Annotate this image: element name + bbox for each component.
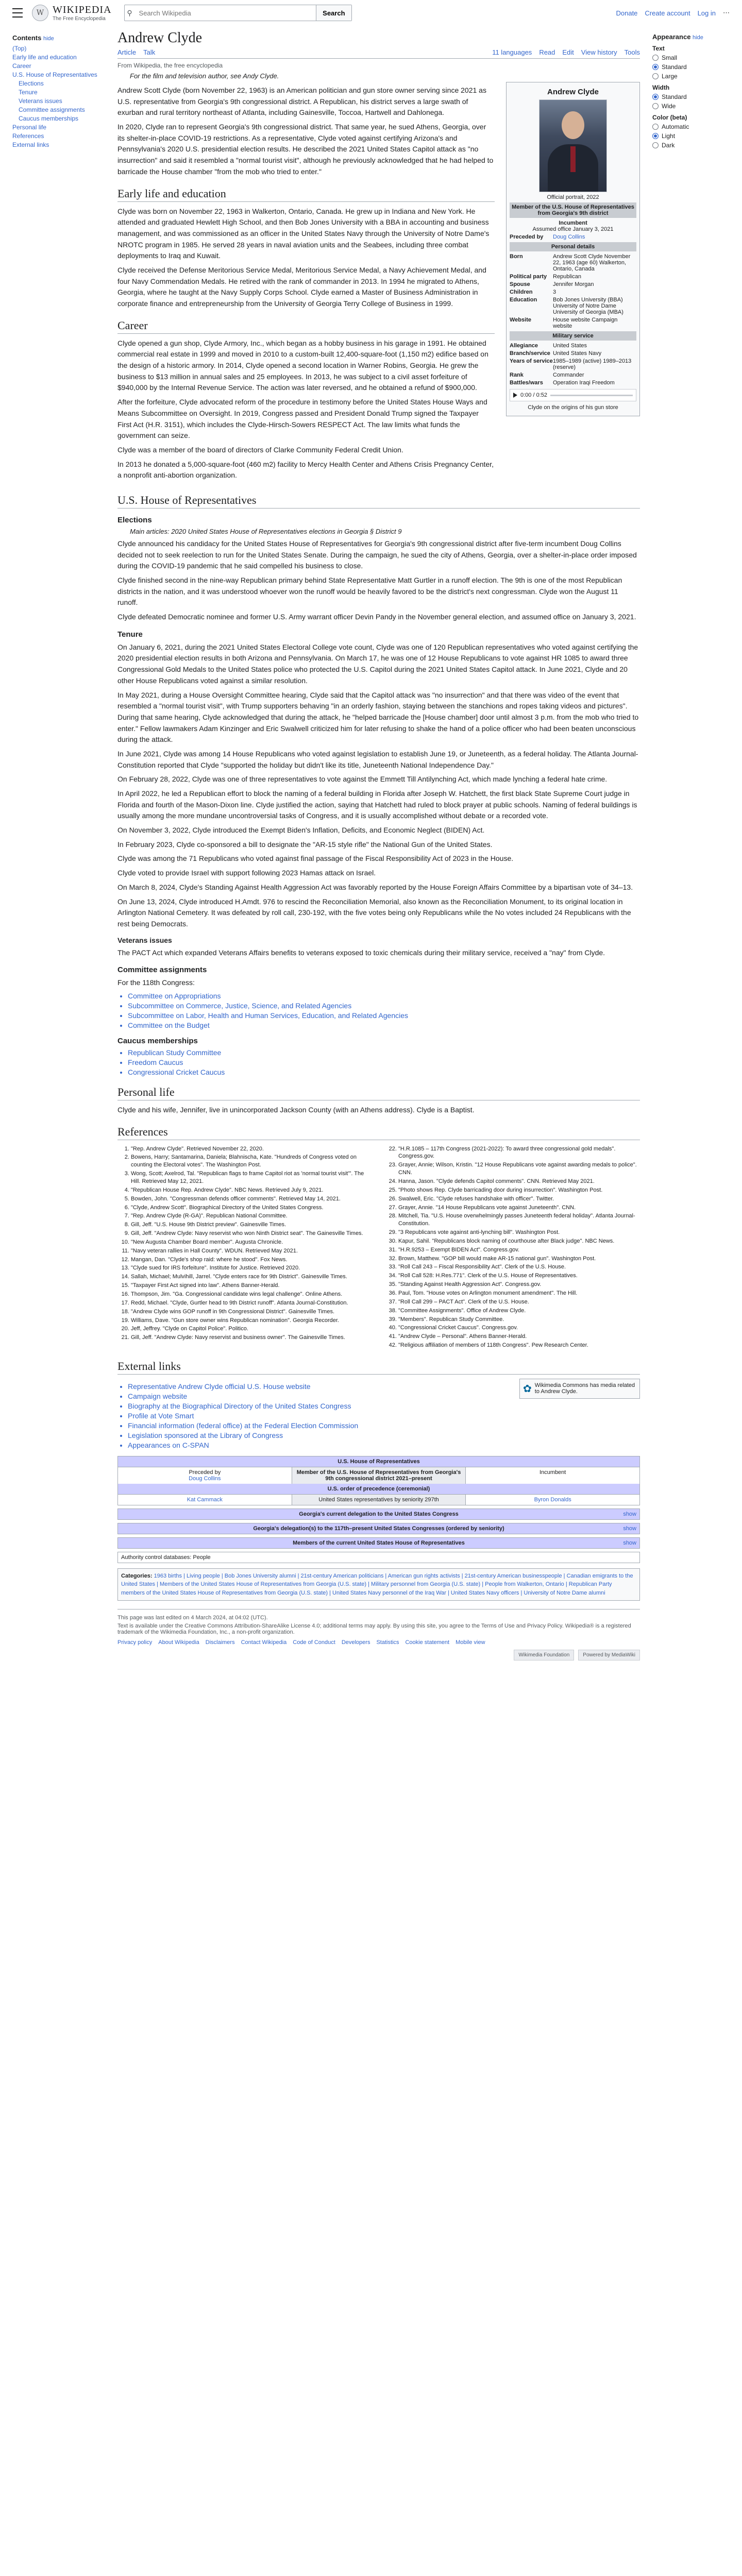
paragraph: The PACT Act which expanded Veterans Affairs benefits to veterans exposed to toxic chemicals during their military service, received a "nay" from Clyde. bbox=[117, 948, 605, 957]
navbox bbox=[117, 1509, 640, 1520]
reference-item: 36. Paul, Tom. "House votes on Arlington monument amendment". The Hill. bbox=[398, 1290, 640, 1297]
infobox-row bbox=[510, 289, 636, 295]
paragraph: Clyde finished second in the nine-way Republican primary behind State Representative Matt Gurtler in a runoff election. The 9th is one of the most Republican districts in the nation, and it was understood whoever won the runoff would be heavily favored to be the district's next congressman. Clyde won the August 11 runoff. bbox=[117, 576, 622, 607]
create-account-link[interactable]: Create account bbox=[645, 9, 690, 17]
toc-item[interactable]: References bbox=[12, 132, 44, 140]
infobox-row bbox=[510, 297, 636, 315]
radio-icon[interactable] bbox=[652, 73, 659, 79]
infobox-label: Born bbox=[510, 253, 523, 260]
option-label: Standard bbox=[662, 93, 687, 100]
reference-item: 6. "Clyde, Andrew Scott". Biographical Directory of the United States Congress. bbox=[131, 1204, 373, 1212]
audio-progress[interactable] bbox=[550, 395, 633, 396]
external-link[interactable]: • Profile at Vote Smart bbox=[128, 1412, 509, 1420]
section-heading-tenure: Tenure bbox=[117, 630, 143, 639]
toc-item[interactable]: Early life and education bbox=[12, 54, 77, 61]
lead-paragraph: Andrew Scott Clyde (born November 22, 1963) is an American politician and gun store owner serving since 2021 as U.S. representative from Georgia's 9th congressional district. A Republican, his district serves a large swath of exurban and rural territory northeast of Atlanta, including Gainesville, Toccoa, Hartwell and Dahlonega. bbox=[117, 86, 486, 117]
appearance-option[interactable] bbox=[652, 93, 730, 100]
appearance-hide-button[interactable]: hide bbox=[693, 35, 703, 41]
footer-link[interactable]: Mobile view bbox=[456, 1639, 485, 1646]
reference-item: 26. Swalwell, Eric. "Clyde refuses handshake with officer". Twitter. bbox=[398, 1195, 640, 1203]
tab-talk[interactable]: Talk bbox=[143, 48, 156, 56]
reference-item: 4. "Republican House Rep. Andrew Clyde". NBC News. Retrieved July 9, 2021. bbox=[131, 1187, 373, 1194]
footer-link[interactable]: Cookie statement bbox=[405, 1639, 450, 1646]
infobox-value: Republican bbox=[553, 274, 582, 280]
reference-item: 32. Brown, Matthew. "GOP bill would make AR-15 national gun". Washington Post. bbox=[398, 1255, 640, 1263]
paragraph: Clyde voted to provide Israel with support following 2023 Hamas attack on Israel. bbox=[117, 869, 376, 877]
wikimedia-badge[interactable]: Wikimedia Foundation bbox=[514, 1650, 574, 1660]
caucus-item[interactable]: • Congressional Cricket Caucus bbox=[128, 1068, 640, 1076]
more-options-icon[interactable]: ⋯ bbox=[723, 9, 730, 16]
infobox-row bbox=[510, 253, 636, 272]
option-label: Small bbox=[662, 54, 678, 61]
main-article-note: Main articles: 2020 United States House of Representatives elections in Georgia § District 9 bbox=[130, 527, 402, 535]
wikipedia-logo[interactable] bbox=[32, 4, 112, 22]
committee-item[interactable]: • Committee on Appropriations bbox=[128, 992, 640, 1000]
donate-link[interactable]: Donate bbox=[616, 9, 638, 17]
play-icon[interactable] bbox=[513, 393, 517, 398]
reference-item: 16. Thompson, Jim. "Ga. Congressional candidate wins legal challenge". Online Athens. bbox=[131, 1291, 373, 1298]
infobox-row bbox=[510, 343, 636, 349]
footer-link[interactable]: Contact Wikipedia bbox=[241, 1639, 287, 1646]
authority-text: Authority control databases: People bbox=[121, 1554, 211, 1561]
tagline: The Free Encyclopedia bbox=[53, 16, 106, 22]
footer-link[interactable]: Code of Conduct bbox=[293, 1639, 335, 1646]
reference-item: 21. Gill, Jeff. "Andrew Clyde: Navy reservist and business owner". The Gainesville Times. bbox=[131, 1334, 373, 1342]
radio-icon[interactable] bbox=[652, 142, 659, 148]
hatnote: For the film and television author, see Andy Clyde. bbox=[130, 72, 279, 80]
toc-item[interactable]: Personal life bbox=[12, 124, 47, 131]
toc-title: Contents bbox=[12, 34, 42, 42]
assumed-office: Assumed office January 3, 2021 bbox=[532, 226, 614, 232]
appearance-option[interactable] bbox=[652, 142, 730, 149]
reference-item: 34. "Roll Call 528: H.Res.771". Clerk of the U.S. House of Representatives. bbox=[398, 1272, 640, 1280]
external-link[interactable]: • Appearances on C-SPAN bbox=[128, 1441, 509, 1449]
reference-item: 39. "Members". Republican Study Committee. bbox=[398, 1316, 640, 1324]
footer bbox=[117, 1609, 640, 1676]
reference-item: 41. "Andrew Clyde – Personal". Athens Banner-Herald. bbox=[398, 1333, 640, 1341]
infobox-value: Operation Iraqi Freedom bbox=[553, 380, 615, 386]
toc-item[interactable]: Caucus memberships bbox=[19, 115, 79, 122]
site-header bbox=[0, 0, 742, 26]
precedence-title: U.S. order of precedence (ceremonial) bbox=[118, 1484, 639, 1494]
paragraph: In May 2021, during a House Oversight Committee hearing, Clyde said that the Capitol attack was "no insurrection" and that there was video of the event that resembled a "normal tourist visit", with Trump supporters behaving "in an orderly fashion, staying between the stanchions and ropes taking videos and pictures". During that same hearing, Clyde acknowledged that during the attack, he "helped barricade the [House chamber] door until almost 3 p.m. from the mob who tried to enter." Fellow lawmakers Adam Kinzinger and Eric Swalwell criticized him for later refusing to shake the hand of a police officer who had been beaten unconscious during the attack. bbox=[117, 690, 639, 744]
reference-item: 28. Mitchell, Tia. "U.S. House overwhelmingly passes Juneteenth federal holiday". Atlanta Journal-Constitution. bbox=[398, 1212, 640, 1228]
navbox-title-text: Georgia's delegation(s) to the 117th–present United States Congresses (ordered by seniority) bbox=[253, 1525, 504, 1532]
reference-item: 31. "H.R.9253 – Exempt BIDEN Act". Congress.gov. bbox=[398, 1246, 640, 1254]
reference-item: 9. Gill, Jeff. "Andrew Clyde: Navy reservist who won Ninth District seat". The Gainesville Times. bbox=[131, 1230, 373, 1238]
reference-item: 19. Williams, Dave. "Gun store owner wins Republican nomination". Georgia Recorder. bbox=[131, 1317, 373, 1325]
main-menu-icon[interactable] bbox=[12, 8, 23, 18]
radio-icon[interactable] bbox=[652, 64, 659, 70]
infobox-label: Branch/service bbox=[510, 350, 550, 357]
navbox-title-text: Georgia's current delegation to the United States Congress bbox=[299, 1511, 459, 1517]
personal-details-heading: Personal details bbox=[510, 242, 636, 251]
office-text: Member of the U.S. House of Representatives from Georgia's 9th congressional district 2021–present bbox=[296, 1469, 461, 1482]
prec-office: United States representatives by seniority 297th bbox=[292, 1495, 466, 1505]
reference-item: 1. "Rep. Andrew Clyde". Retrieved November 22, 2020. bbox=[131, 1145, 373, 1153]
tab-tools[interactable]: Tools bbox=[624, 48, 640, 56]
navbox-title-text: Members of the current United States House of Representatives bbox=[293, 1539, 465, 1546]
infobox-label: Political party bbox=[510, 274, 547, 280]
reference-item: 2. Bowens, Harry; Santamarina, Daniela; Blahnischa, Kate. "Hundreds of Congress voted on counting the Electoral votes". The Washington Post. bbox=[131, 1154, 373, 1169]
appearance-option[interactable] bbox=[652, 103, 730, 110]
toc-item[interactable]: Tenure bbox=[19, 89, 38, 96]
tab-article[interactable]: Article bbox=[117, 48, 137, 56]
incumbent-label: Incumbent bbox=[539, 1469, 566, 1476]
preceded-label: Preceded by bbox=[189, 1469, 221, 1476]
infobox-row bbox=[510, 274, 636, 280]
reference-item: 42. "Religious affiliation of members of 118th Congress". Pew Research Center. bbox=[398, 1342, 640, 1349]
infobox-row bbox=[510, 281, 636, 287]
preceded-link[interactable]: Doug Collins bbox=[189, 1475, 221, 1482]
toc-hide-button[interactable]: hide bbox=[43, 36, 54, 42]
reference-item: 24. Hanna, Jason. "Clyde defends Capitol comments". CNN. Retrieved May 2021. bbox=[398, 1178, 640, 1185]
reference-item: 18. "Andrew Clyde wins GOP runoff in 9th Congressional District". Gainesville Times. bbox=[131, 1308, 373, 1316]
appearance-title: Appearance bbox=[652, 33, 691, 41]
paragraph: Clyde announced his candidacy for the United States House of Representatives for Georgia's 9th congressional district after five-term incumbent Doug Collins decided not to seek reelection to run for the United States Senate. During the campaign, he sued the city of Athens, Georgia, over a shelter-in-place order imposed during the COVID-19 pandemic that he said compelled his business to close. bbox=[117, 539, 637, 570]
committee-item[interactable]: • Subcommittee on Labor, Health and Human Services, Education, and Related Agencies bbox=[128, 1011, 640, 1020]
categories-box bbox=[117, 1568, 640, 1601]
infobox bbox=[506, 82, 640, 416]
footer-link[interactable]: Developers bbox=[341, 1639, 370, 1646]
infobox-value: Commander bbox=[553, 372, 584, 378]
section-heading-caucus: Caucus memberships bbox=[117, 1036, 198, 1045]
external-link[interactable]: • Financial information (federal office) at the Federal Election Commission bbox=[128, 1421, 509, 1430]
incumbent-label: Incumbent bbox=[559, 220, 587, 226]
prec-preceded-link[interactable]: Kat Cammack bbox=[187, 1496, 223, 1503]
width-label: Width bbox=[652, 84, 670, 91]
references-list bbox=[117, 1144, 640, 1350]
external-link[interactable]: • Legislation sponsored at the Library of Congress bbox=[128, 1431, 509, 1439]
section-heading-committees: Committee assignments bbox=[117, 965, 207, 975]
paragraph: After the forfeiture, Clyde advocated reform of the procedure in testimony before the United States House Ways and Means Subcommittee on Oversight. In 2019, Congress passed and President Donald Trump signed the Taxpayer First Act (H.R. 3151), which includes the Clyde-Hirsch-Sowers RESPECT Act. The law limits what funds the government can seize. bbox=[117, 398, 487, 440]
globe-icon: W bbox=[32, 5, 48, 21]
radio-icon[interactable] bbox=[652, 103, 659, 109]
wordmark: WIKIPEDIA bbox=[53, 4, 112, 15]
infobox-row bbox=[510, 317, 636, 329]
commons-icon: ✿ bbox=[523, 1383, 532, 1395]
commons-text[interactable]: Wikimedia Commons has media related to Andrew Clyde. bbox=[534, 1382, 635, 1395]
color-label: Color (beta) bbox=[652, 114, 687, 121]
footer-link[interactable]: Statistics bbox=[376, 1639, 399, 1646]
reference-item: 37. "Roll Call 299 – PACT Act". Clerk of the U.S. House. bbox=[398, 1298, 640, 1306]
authority-control bbox=[117, 1552, 640, 1563]
paragraph: In June 2021, Clyde was among 14 House Republicans who voted against legislation to establish June 19, or Juneteenth, as a federal holiday. The Atlanta Journal-Constitution reported that Clyde "supported the holiday but didn't like its title, Juneteenth National Independence Day." bbox=[117, 749, 638, 769]
audio-caption: Clyde on the origins of his gun store bbox=[528, 404, 618, 411]
paragraph: Clyde received the Defense Meritorious Service Medal, Meritorious Service Medal, a Navy Achievement Medal, and four Navy Commendation Medals. He retired with the rank of commander in 2013. In 1994 he migrated to Athens, Georgia, where he taught at the Navy Supply Corps School. Clyde earned a Master of Business Administration in corporate finance and entrepreneurship from the University of Georgia Terry College of Business in 1999. bbox=[117, 265, 486, 308]
appearance-panel bbox=[652, 26, 730, 1676]
section-heading-house: U.S. House of Representatives bbox=[117, 494, 640, 509]
reference-item: 15. "Taxpayer First Act signed into law". Athens Banner-Herald. bbox=[131, 1282, 373, 1290]
official-portrait[interactable] bbox=[539, 99, 607, 192]
military-service-heading: Military service bbox=[510, 331, 636, 341]
reference-item: 29. "3 Republicans vote against anti-lynching bill". Washington Post. bbox=[398, 1229, 640, 1236]
toc-item[interactable]: Elections bbox=[19, 80, 44, 87]
reference-item: 23. Grayer, Annie; Wilson, Kristin. "12 House Republicans vote against awarding medals to police". CNN. bbox=[398, 1161, 640, 1177]
reference-item: 5. Bowden, John. "Congressman defends officer comments". Retrieved May 14, 2021. bbox=[131, 1195, 373, 1203]
infobox-label: Education bbox=[510, 297, 537, 303]
paragraph: In April 2022, he led a Republican effort to block the naming of a federal building in Florida after Joseph W. Hatchett, the first black State Supreme Court judge in Florida and fourth of the Mason-Dixon line. Clyde justified the action, saying that Hatchett had ruled to block prayer at public schools. Naming of federal buildings is usually among the more mundane uncontroversial tasks of Congress, and it is usually accomplished without debate or a recorded vote. bbox=[117, 789, 637, 820]
lead-paragraph: In 2020, Clyde ran to represent Georgia's 9th congressional district. That same year, he sued Athens, Georgia, over its shelter-in-place COVID-19 restrictions. As a representative, Clyde voted against certifying Arizona's and Pennsylvania's 2020 U.S. presidential election results. He described the 2021 United States Capitol attack as "no insurrection" and said it resembled a "normal tourist visit", although he previously acknowledged that he had helped to barricade the House chamber "from the mob who tried to enter." bbox=[117, 123, 494, 176]
paragraph: On February 28, 2022, Clyde was one of three representatives to vote against the Emmett Till Antilynching Act, which made lynching a federal hate crime. bbox=[117, 775, 608, 784]
page-title: Andrew Clyde bbox=[117, 30, 203, 46]
infobox-value: 3 bbox=[553, 289, 556, 295]
license-text: Text is available under the Creative Commons Attribution-ShareAlike License 4.0; additional terms may apply. By using this site, you agree to the Terms of Use and Privacy Policy. Wikipedia® is a registered trademark of the Wikimedia Foundation, Inc., a non-profit organization. bbox=[117, 1623, 631, 1636]
infobox-label: Years of service bbox=[510, 358, 553, 364]
toc-item[interactable]: Committee assignments bbox=[19, 106, 85, 113]
section-heading-veterans: Veterans issues bbox=[117, 936, 172, 944]
toc-item[interactable]: U.S. House of Representatives bbox=[12, 71, 97, 78]
navbox-show-button[interactable]: show bbox=[623, 1539, 636, 1546]
reference-item: 33. "Roll Call 243 – Fiscal Responsibility Act". Clerk of the U.S. House. bbox=[398, 1263, 640, 1271]
audio-time: 0:00 / 0:52 bbox=[520, 392, 547, 398]
section-heading-career: Career bbox=[117, 319, 495, 334]
paragraph: On June 13, 2024, Clyde introduced H.Amdt. 976 to rescind the Reconciliation Memorial, also known as the Reconciliation Monument, to its original location in Arlington National Cemetery. It was defeated by roll call, 230-192, with the five votes being only Republicans while the No votes included 24 Republicans with the rest being Democrats. bbox=[117, 897, 631, 928]
portrait-caption: Official portrait, 2022 bbox=[547, 194, 599, 200]
appearance-option[interactable] bbox=[652, 132, 730, 140]
preceded-link[interactable]: Doug Collins bbox=[553, 234, 585, 240]
navbox-title bbox=[118, 1538, 639, 1548]
section-heading-early-life: Early life and education bbox=[117, 187, 495, 202]
categories-label: Categories: bbox=[121, 1572, 153, 1579]
committees-intro: For the 118th Congress: bbox=[117, 978, 195, 987]
paragraph: On November 3, 2022, Clyde introduced the Exempt Biden's Inflation, Deficits, and Economic Neglect (BIDEN) Act. bbox=[117, 826, 485, 835]
external-link[interactable]: • Campaign website bbox=[128, 1392, 509, 1400]
log-in-link[interactable]: Log in bbox=[697, 9, 716, 17]
commons-box bbox=[519, 1379, 640, 1399]
reference-item: 12. Mangan, Dan. "Clyde's shop raid: where he stood". Fox News. bbox=[131, 1256, 373, 1264]
caucus-item[interactable]: • Republican Study Committee bbox=[128, 1048, 640, 1057]
infobox-value: Bob Jones University (BBA) University of Notre Dame University of Georgia (MBA) bbox=[553, 297, 623, 315]
infobox-value: United States Navy bbox=[553, 350, 602, 357]
option-label: Wide bbox=[662, 103, 676, 110]
navbox-show-button[interactable]: show bbox=[623, 1525, 636, 1532]
option-label: Dark bbox=[662, 142, 675, 149]
paragraph: Clyde defeated Democratic nominee and former U.S. Army warrant officer Devin Pandy in the November general election, and assumed office on January 3, 2021. bbox=[117, 613, 636, 621]
radio-icon[interactable] bbox=[652, 133, 659, 139]
reference-item: 8. Gill, Jeff. "U.S. House 9th District preview". Gainesville Times. bbox=[131, 1221, 373, 1229]
option-label: Light bbox=[662, 132, 676, 140]
last-edited: This page was last edited on 4 March 2024, at 04:02 (UTC). bbox=[117, 1615, 268, 1621]
toc-item[interactable]: External links bbox=[12, 141, 49, 148]
languages-button[interactable]: 11 languages bbox=[492, 48, 532, 56]
reference-item: 38. "Committee Assignments". Office of Andrew Clyde. bbox=[398, 1307, 640, 1315]
appearance-option[interactable] bbox=[652, 63, 730, 71]
reference-item: 3. Wong, Scott; Axelrod, Tal. "Republican flags to frame Capitol riot as 'normal tourist visit'". The Hill. Retrieved May 12, 2021. bbox=[131, 1170, 373, 1185]
categories-list[interactable]: 1963 births | Living people | Bob Jones University alumni | 21st-century American politicians | American gun rights activists | 21st-century American businesspeople | Canadian emigrants to the United States | Members of the United States House of Representatives from Georgia (U.S. state) | Military personnel from Georgia (U.S. state) | People from Walkerton, Ontario | Republican Party members of the United States House of Representatives from Georgia (U.S. state) | United States Navy personnel of the Iraq War | United States Navy officers | University of Notre Dame alumni bbox=[121, 1572, 633, 1596]
radio-icon[interactable] bbox=[652, 94, 659, 100]
succession-title: U.S. House of Representatives bbox=[118, 1456, 639, 1467]
toc-item[interactable]: Career bbox=[12, 62, 31, 70]
paragraph: In February 2023, Clyde co-sponsored a bill to designate the "AR-15 style rifle" the National Gun of the United States. bbox=[117, 840, 493, 849]
paragraph: In 2013 he donated a 5,000-square-foot (460 m2) facility to Mercy Health Center and Athens Crisis Pregnancy Center, a nonprofit anti-abortion organization. bbox=[117, 460, 494, 480]
footer-link[interactable]: About Wikipedia bbox=[158, 1639, 199, 1646]
appearance-option[interactable] bbox=[652, 123, 730, 130]
footer-link[interactable]: Privacy policy bbox=[117, 1639, 153, 1646]
search-icon: ⚲ bbox=[127, 8, 132, 17]
external-link[interactable]: • Biography at the Biographical Directory of the United States Congress bbox=[128, 1402, 509, 1410]
reference-item: 40. "Congressional Cricket Caucus". Congress.gov. bbox=[398, 1324, 640, 1332]
tab-read[interactable]: Read bbox=[539, 48, 555, 56]
toc-item[interactable]: Veterans issues bbox=[19, 97, 62, 105]
tab-history[interactable]: View history bbox=[581, 48, 617, 56]
committee-item[interactable]: • Subcommittee on Commerce, Justice, Science, and Related Agencies bbox=[128, 1002, 640, 1010]
infobox-row bbox=[510, 380, 636, 386]
option-label: Large bbox=[662, 73, 678, 80]
reference-item: 27. Grayer, Annie. "14 House Republicans vote against Juneteenth". CNN. bbox=[398, 1204, 640, 1212]
navbox bbox=[117, 1537, 640, 1549]
infobox-label: Battles/wars bbox=[510, 380, 543, 386]
reference-item: 35. "Standing Against Health Aggression Act". Congress.gov. bbox=[398, 1281, 640, 1289]
reference-item: 11. "Navy veteran rallies in Hall County". WDUN. Retrieved May 2021. bbox=[131, 1247, 373, 1255]
external-link[interactable]: • Representative Andrew Clyde official U.S. House website bbox=[128, 1382, 509, 1391]
navbox bbox=[117, 1523, 640, 1534]
footer-link[interactable]: Disclaimers bbox=[205, 1639, 235, 1646]
section-heading-external-links: External links bbox=[117, 1360, 640, 1375]
reference-item: 7. "Rep. Andrew Clyde (R-GA)". Republican National Committee. bbox=[131, 1212, 373, 1220]
section-heading-personal-life: Personal life bbox=[117, 1086, 640, 1100]
infobox-row bbox=[510, 372, 636, 378]
section-heading-references: References bbox=[117, 1125, 640, 1140]
paragraph: On January 6, 2021, during the 2021 United States Electoral College vote count, Clyde was one of 120 Republican representatives who voted against certifying the 2020 presidential election results in both Arizona and Pennsylvania. On March 17, he was one of 12 House Republicans to vote against HR 1085 to award three Congressional Gold Medals to the United States police who protected the U.S. Capitol during the 2021 United States Capitol attack. In June 2021, Clyde and 20 other House Republicans voted against a similar resolution. bbox=[117, 642, 638, 685]
search-input[interactable] bbox=[135, 6, 316, 20]
option-label: Automatic bbox=[662, 123, 689, 130]
navbox-title bbox=[118, 1523, 639, 1534]
search-box bbox=[124, 5, 352, 21]
infobox-label: Children bbox=[510, 289, 533, 295]
option-label: Standard bbox=[662, 63, 687, 71]
infobox-office: Member of the U.S. House of Representatives from Georgia's 9th district bbox=[510, 202, 636, 218]
paragraph: On March 8, 2024, Clyde's Standing Against Health Aggression Act was favorably reported by the House Foreign Affairs Committee by a bipartisan vote of 34–13. bbox=[117, 883, 633, 891]
reference-item: 13. "Clyde sued for IRS forfeiture". Institute for Justice. Retrieved 2020. bbox=[131, 1264, 373, 1272]
infobox-label: Spouse bbox=[510, 281, 530, 287]
from-wikipedia: From Wikipedia, the free encyclopedia bbox=[117, 62, 223, 69]
infobox-value: Jennifer Morgan bbox=[553, 281, 594, 287]
paragraph: Clyde was a member of the board of directors of Clarke Community Federal Credit Union. bbox=[117, 445, 403, 454]
mediawiki-badge[interactable]: Powered by MediaWiki bbox=[578, 1650, 640, 1660]
paragraph: Clyde and his wife, Jennifer, live in unincorporated Jackson County (with an Athens address). Clyde is a Baptist. bbox=[117, 1105, 475, 1114]
infobox-label: Website bbox=[510, 317, 531, 323]
reference-item: 22. "H.R.1085 – 117th Congress (2021-2022): To award three congressional gold medals". Congress.gov. bbox=[398, 1145, 640, 1161]
radio-icon[interactable] bbox=[652, 124, 659, 130]
page-tabs bbox=[117, 48, 640, 59]
reference-item: 17. Redd, Michael. "Clyde, Gurtler head to 9th District runoff". Atlanta Journal-Constitution. bbox=[131, 1299, 373, 1307]
infobox-label: Rank bbox=[510, 372, 524, 378]
caucus-item[interactable]: • Freedom Caucus bbox=[128, 1058, 640, 1066]
reference-item: 14. Sallah, Michael; Mulvihill, Jarrel. "Clyde enters race for 9th District". Gainesville Times. bbox=[131, 1273, 373, 1281]
section-heading-elections: Elections bbox=[117, 515, 152, 524]
tab-edit[interactable]: Edit bbox=[562, 48, 574, 56]
prec-succeeded-link[interactable]: Byron Donalds bbox=[534, 1496, 571, 1503]
table-of-contents bbox=[12, 26, 105, 1676]
infobox-value: Andrew Scott Clyde November 22, 1963 (age 60) Walkerton, Ontario, Canada bbox=[553, 253, 631, 272]
preceded-label: Preceded by bbox=[510, 234, 544, 240]
infobox-row bbox=[510, 358, 636, 370]
main-content bbox=[105, 26, 652, 1676]
reference-item: 10. "New Augusta Chamber Board member". Augusta Chronicle. bbox=[131, 1239, 373, 1246]
search-button[interactable]: Search bbox=[316, 5, 351, 21]
infobox-label: Allegiance bbox=[510, 343, 538, 349]
text-size-label: Text bbox=[652, 45, 665, 52]
infobox-title: Andrew Clyde bbox=[547, 88, 599, 96]
appearance-option[interactable] bbox=[652, 54, 730, 61]
reference-item: 20. Jeff, Jeffrey. "Clyde on Capitol Police". Politico. bbox=[131, 1325, 373, 1333]
infobox-value: House website Campaign website bbox=[553, 317, 618, 329]
audio-player[interactable] bbox=[510, 389, 636, 401]
paragraph: Clyde opened a gun shop, Clyde Armory, Inc., which began as a hobby business in his garage in 1991. He obtained commercial real estate in 1999 and moved in 2010 to a custom-built 12,400-square-foot (1,150 m2) edifice based on the design of a historic armory. In 2014, Clyde opened a second location in Warner Robins, Georgia. He grew the business to $13 million in annual sales and 25 employees. In 2013, he was subject to a civil asset forfeiture of $940,000 by the Internal Revenue Service. The action was later reversed, and he obtained a refund of $900,000. bbox=[117, 338, 488, 392]
appearance-option[interactable] bbox=[652, 73, 730, 80]
navbox-title bbox=[118, 1509, 639, 1519]
succession-box bbox=[117, 1456, 640, 1505]
infobox-row bbox=[510, 350, 636, 357]
paragraph: Clyde was born on November 22, 1963 in Walkerton, Ontario, Canada. He grew up in Indiana and New York. He attended and graduated Hewlett High School, and then Bob Jones University with a BBA in accounting and business management, and was commissioned as an officer in the United States Navy through the University of Notre Dame's NROTC program in 1985. He served 28 years in naval aviation units and the Seabees, including three combat deployments to Iraq and Kuwait. bbox=[117, 207, 490, 260]
reference-item: 30. Kapur, Sahil. "Republicans block naming of courthouse after Black judge". NBC News. bbox=[398, 1238, 640, 1245]
radio-icon[interactable] bbox=[652, 55, 659, 61]
infobox-value: United States bbox=[553, 343, 587, 349]
toc-item[interactable]: (Top) bbox=[12, 45, 27, 52]
infobox-value: 1985–1989 (active) 1989–2013 (reserve) bbox=[553, 358, 632, 370]
paragraph: Clyde was among the 71 Republicans who voted against final passage of the Fiscal Responsibility Act of 2023 in the House. bbox=[117, 854, 514, 863]
reference-item: 25. "Photo shows Rep. Clyde barricading door during insurrection". Washington Post. bbox=[398, 1187, 640, 1194]
navbox-show-button[interactable]: show bbox=[623, 1511, 636, 1517]
committee-item[interactable]: • Committee on the Budget bbox=[128, 1021, 640, 1029]
